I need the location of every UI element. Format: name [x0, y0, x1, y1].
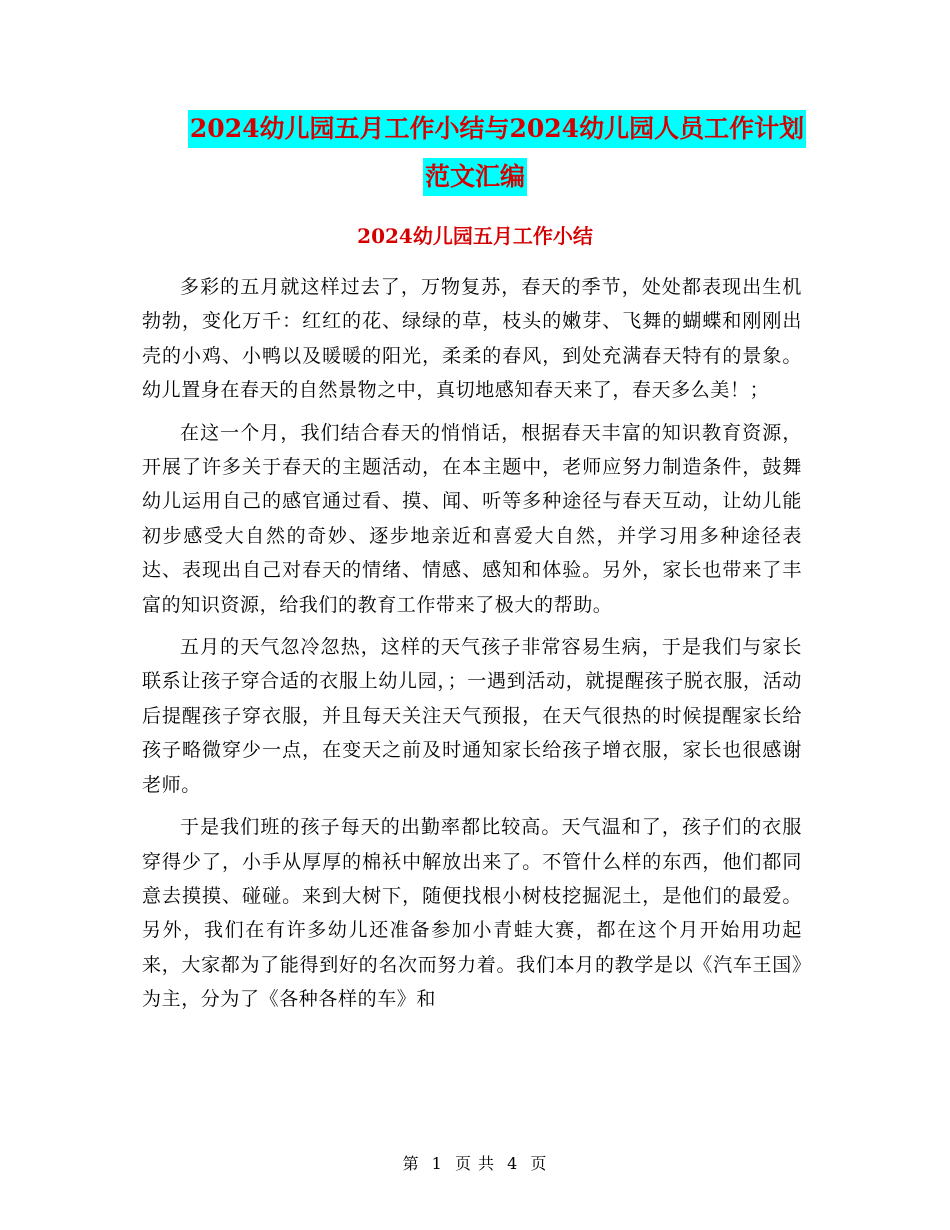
- footer-suffix: 页: [530, 1154, 548, 1173]
- footer-total-pages: 4: [507, 1154, 519, 1173]
- document-title: [0, 110, 950, 196]
- paragraph: 于是我们班的孩子每天的出勤率都比较高。天气温和了，孩子们的衣服穿得少了，小手从厚厚的棉袄中解放出来了。不管什么样的东西，他们都同意去摸摸、碰碰。来到大树下，随便找根小树枝挖掘泥土，是他们的最爱。另外，我们在有许多幼儿还准备参加小青蛙大赛，都在这个月开始用功起来，大家都为了能得到好的名次而努力着。我们本月的教学是以《汽车王国》为主，分为了《各种各样的车》和: [142, 816, 802, 1011]
- footer-prefix: 第: [402, 1154, 420, 1173]
- paragraph: 五月的天气忽冷忽热，这样的天气孩子非常容易生病，于是我们与家长联系让孩子穿合适的衣服上幼儿园，；一遇到活动，就提醒孩子脱衣服，活动后提醒孩子穿衣服，并且每天关注天气预报，在天气很热的时候提醒家长给孩子略微穿少一点，在变天之前及时通知家长给孩子增衣服，家长也很感谢老师。: [142, 636, 802, 796]
- section-heading: 2024幼儿园五月工作小结: [357, 224, 593, 248]
- footer-page-number: 1: [431, 1154, 443, 1173]
- paragraph: 在这一个月，我们结合春天的悄悄话，根据春天丰富的知识教育资源，开展了许多关于春天的主题活动，在本主题中，老师应努力制造条件，鼓舞幼儿运用自己的感官通过看、摸、闻、听等多种途径与春天互动，让幼儿能初步感受大自然的奇妙、逐步地亲近和喜爱大自然，并学习用多种途径表达、表现出自己对春天的情绪、情感、感知和体验。另外，家长也带来了丰富的知识资源，给我们的教育工作带来了极大的帮助。: [142, 421, 802, 616]
- document-body: [142, 270, 802, 1025]
- page-footer: [0, 1152, 950, 1176]
- title-line-1: 2024幼儿园五月工作小结与2024幼儿园人员工作计划: [188, 110, 806, 148]
- footer-middle: 页 共: [454, 1154, 496, 1173]
- paragraph: 多彩的五月就这样过去了，万物复苏，春天的季节，处处都表现出生机勃勃，变化万千：红红的花、绿绿的草，枝头的嫩芽、飞舞的蝴蝶和刚刚出壳的小鸡、小鸭以及暖暖的阳光，柔柔的春风，到处充满春天特有的景象。幼儿置身在春天的自然景物之中，真切地感知春天来了，春天多么美！；: [142, 276, 802, 402]
- title-line-2: 范文汇编: [423, 158, 527, 196]
